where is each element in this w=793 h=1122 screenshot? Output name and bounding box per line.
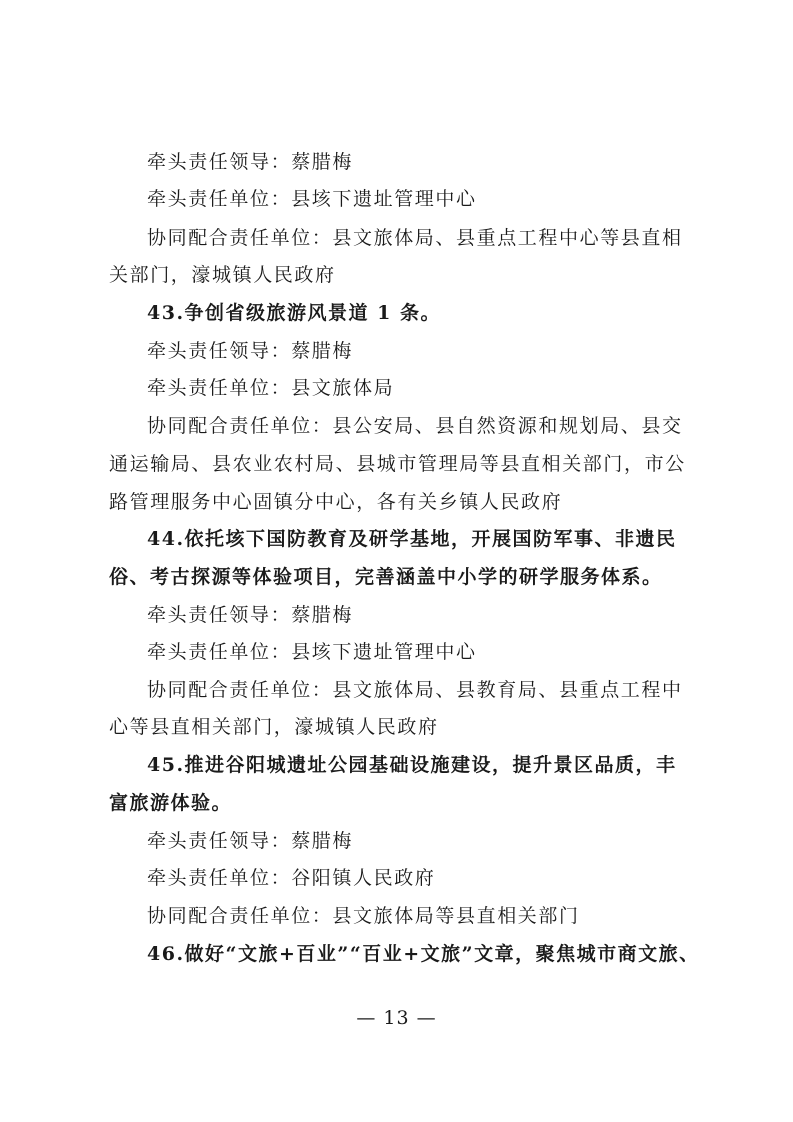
partner-units-line-cont: 路管理服务中心固镇分中心，各有关乡镇人民政府 bbox=[109, 491, 563, 513]
item-46-heading: 46.做好“文旅+百业”“百业+文旅”文章，聚焦城市商文旅、 bbox=[147, 943, 700, 965]
lead-official-line: 牵头责任领导：蔡腊梅 bbox=[147, 340, 354, 362]
lead-unit-line: 牵头责任单位：县垓下遗址管理中心 bbox=[147, 641, 477, 663]
lead-unit-line: 牵头责任单位：县垓下遗址管理中心 bbox=[147, 188, 477, 210]
item-45-heading-cont: 富旅游体验。 bbox=[109, 792, 233, 814]
item-43-heading: 43.争创省级旅游风景道 1 条。 bbox=[147, 302, 442, 324]
lead-official-line: 牵头责任领导：蔡腊梅 bbox=[147, 830, 354, 852]
partner-units-line: 协同配合责任单位：县文旅体局、县重点工程中心等县直相 bbox=[147, 227, 683, 249]
lead-official-line: 牵头责任领导：蔡腊梅 bbox=[147, 151, 354, 173]
partner-units-line: 协同配合责任单位：县公安局、县自然资源和规划局、县交 bbox=[147, 415, 683, 437]
lead-unit-line: 牵头责任单位：县文旅体局 bbox=[147, 377, 395, 399]
lead-unit-line: 牵头责任单位：谷阳镇人民政府 bbox=[147, 867, 436, 889]
lead-official-line: 牵头责任领导：蔡腊梅 bbox=[147, 604, 354, 626]
item-44-heading-cont: 俗、考古探源等体验项目，完善涵盖中小学的研学服务体系。 bbox=[109, 566, 663, 588]
item-45-heading: 45.推进谷阳城遗址公园基础设施建设，提升景区品质，丰 bbox=[147, 754, 677, 776]
page-number: — 13 — bbox=[356, 1007, 437, 1029]
partner-units-line: 协同配合责任单位：县文旅体局等县直相关部门 bbox=[147, 905, 580, 927]
partner-units-line-cont: 心等县直相关部门，濠城镇人民政府 bbox=[109, 716, 439, 738]
partner-units-line-cont: 关部门，濠城镇人民政府 bbox=[109, 264, 336, 286]
partner-units-line: 协同配合责任单位：县文旅体局、县教育局、县重点工程中 bbox=[147, 679, 683, 701]
item-44-heading: 44.依托垓下国防教育及研学基地，开展国防军事、非遗民 bbox=[147, 528, 677, 550]
partner-units-line-cont: 通运输局、县农业农村局、县城市管理局等县直相关部门，市公 bbox=[109, 453, 686, 475]
